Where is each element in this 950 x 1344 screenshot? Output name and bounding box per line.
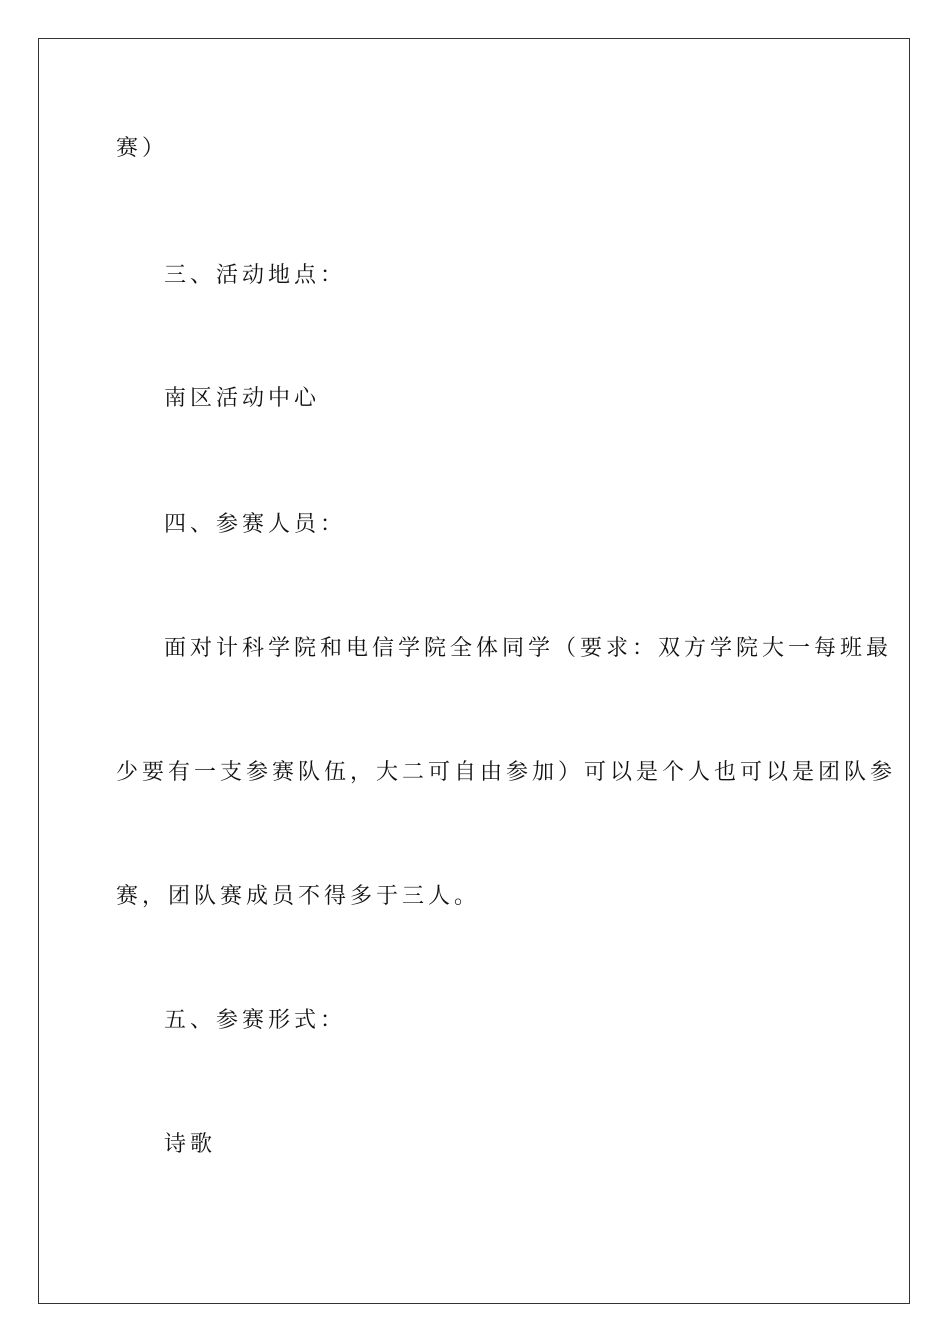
- format-text: 诗歌: [164, 1132, 217, 1157]
- continued-text-line: 赛）: [116, 136, 169, 161]
- section-heading-format: 五、参赛形式：: [164, 1008, 347, 1033]
- participants-text-line-3: 赛，团队赛成员不得多于三人。: [116, 884, 481, 909]
- participants-text-line-2: 少要有一支参赛队伍，大二可自由参加）可以是个人也可以是团队参: [116, 760, 897, 785]
- section-heading-location: 三、活动地点：: [164, 263, 347, 288]
- section-heading-participants: 四、参赛人员：: [164, 512, 347, 537]
- participants-text-line-1: 面对计科学院和电信学院全体同学（要求：双方学院大一每班最: [164, 636, 893, 661]
- location-text: 南区活动中心: [164, 386, 321, 411]
- page-border: [38, 38, 910, 1304]
